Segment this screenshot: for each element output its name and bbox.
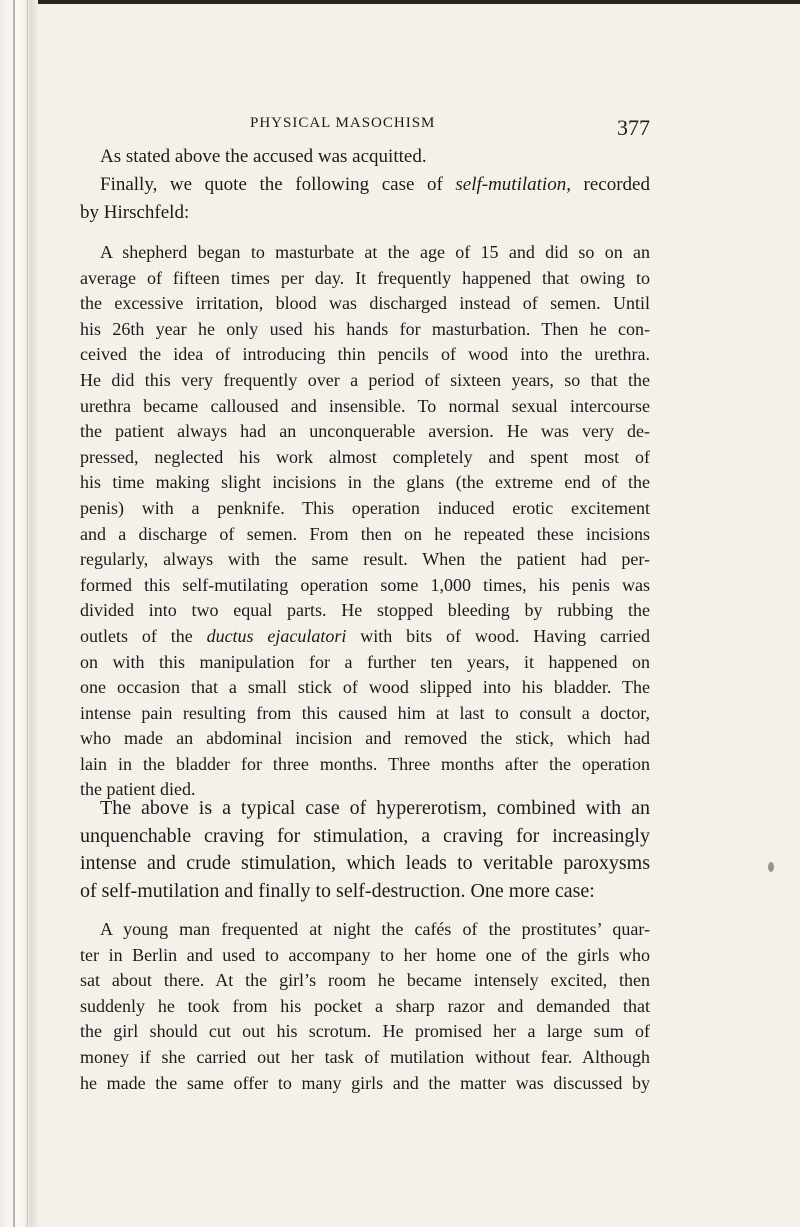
text-line: average of fifteen times per day. It frequently happened that owing to	[80, 267, 650, 288]
text-line: the patient always had an unconquerable aversion. He was very de-	[80, 421, 650, 442]
text-line: his time making slight incisions in the glans (the extreme end of the	[80, 472, 650, 493]
text-line: As stated above the accused was acquitted.	[100, 146, 427, 167]
text-line: ter in Berlin and used to accompany to her home one of the girls who	[80, 944, 650, 965]
text-line: on with this manipulation for a further ten years, it happened on	[80, 651, 650, 672]
text-line: money if she carried out her task of mutilation without fear. Although	[80, 1046, 650, 1067]
text-line: penis) with a penknife. This operation induced erotic excitement	[80, 497, 650, 518]
binding-shadow-line	[13, 0, 15, 1227]
text-line: the girl should cut out his scrotum. He promised her a large sum of	[80, 1021, 650, 1042]
text-line: sat about there. At the girl’s room he became intensely excited, then	[80, 970, 650, 991]
opening-paragraph	[80, 143, 650, 227]
text-run: , recorded	[566, 174, 650, 195]
text-line: He did this very frequently over a period of sixteen years, so that the	[80, 369, 650, 390]
case-shepherd-extract	[80, 240, 650, 803]
text-line: the patient died.	[80, 779, 196, 800]
text-line: unquenchable craving for stimulation, a craving for increasingly	[80, 824, 650, 847]
italic-term: self-mutilation	[455, 174, 567, 195]
text-line: The above is a typical case of hypererotism, combined with an	[100, 797, 650, 819]
text-line: formed this self-mutilating operation some 1,000 times, his penis was	[80, 574, 650, 595]
text-line: he made the same offer to many girls and the matter was discussed by	[80, 1072, 650, 1093]
top-edge-rule	[0, 0, 800, 4]
text-line: ceived the idea of introducing thin pencils of wood into the urethra.	[80, 344, 650, 365]
text-line: A shepherd began to masturbate at the age of 15 and did so on an	[100, 242, 650, 262]
page-binding-edge	[0, 0, 38, 1227]
text-line: and a discharge of semen. From then on he repeated these incisions	[80, 523, 650, 544]
text-line: urethra became calloused and insensible. To normal sexual intercourse	[80, 395, 650, 416]
page-number: 377	[617, 115, 650, 140]
paper-speck	[768, 862, 774, 872]
text-line: the excessive irritation, blood was discharged instead of semen. Until	[80, 293, 650, 314]
page-header	[250, 115, 650, 140]
text-line: lain in the bladder for three months. Three months after the operation	[80, 753, 650, 774]
text-line: one occasion that a small stick of wood slipped into his bladder. The	[80, 677, 650, 698]
text-line: suddenly he took from his pocket a sharp razor and demanded that	[80, 995, 650, 1016]
text-line: regularly, always with the same result. When the patient had per-	[80, 549, 650, 570]
text-line: pressed, neglected his work almost completely and spent most of	[80, 446, 650, 467]
text-line	[80, 171, 650, 199]
case-berlin-extract	[80, 917, 650, 1096]
text-line: of self-mutilation and finally to self-destruction. One more case:	[80, 879, 595, 902]
text-line: his 26th year he only used his hands for masturbation. Then he con-	[80, 318, 650, 339]
commentary-paragraph	[80, 795, 650, 905]
text-line: by Hirschfeld:	[80, 202, 190, 223]
text-line: A young man frequented at night the cafés of the prostitutes’ quar-	[100, 919, 650, 939]
text-line	[80, 624, 650, 650]
text-run: outlets of the	[80, 625, 207, 646]
text-line: who made an abdominal incision and removed the stick, which had	[80, 728, 650, 749]
text-line: intense and crude stimulation, which leads to veritable paroxysms	[80, 852, 650, 874]
binding-fold-line	[27, 0, 28, 1227]
text-line: divided into two equal parts. He stopped bleeding by rubbing the	[80, 600, 650, 621]
running-head: PHYSICAL MASOCHISM	[250, 115, 436, 131]
text-line: intense pain resulting from this caused him at last to consult a doctor,	[80, 702, 650, 723]
text-run: with bits of wood. Having carried	[346, 625, 651, 646]
text-run: Finally, we quote the following case of	[100, 174, 456, 195]
italic-term: ductus ejaculatori	[206, 625, 347, 646]
